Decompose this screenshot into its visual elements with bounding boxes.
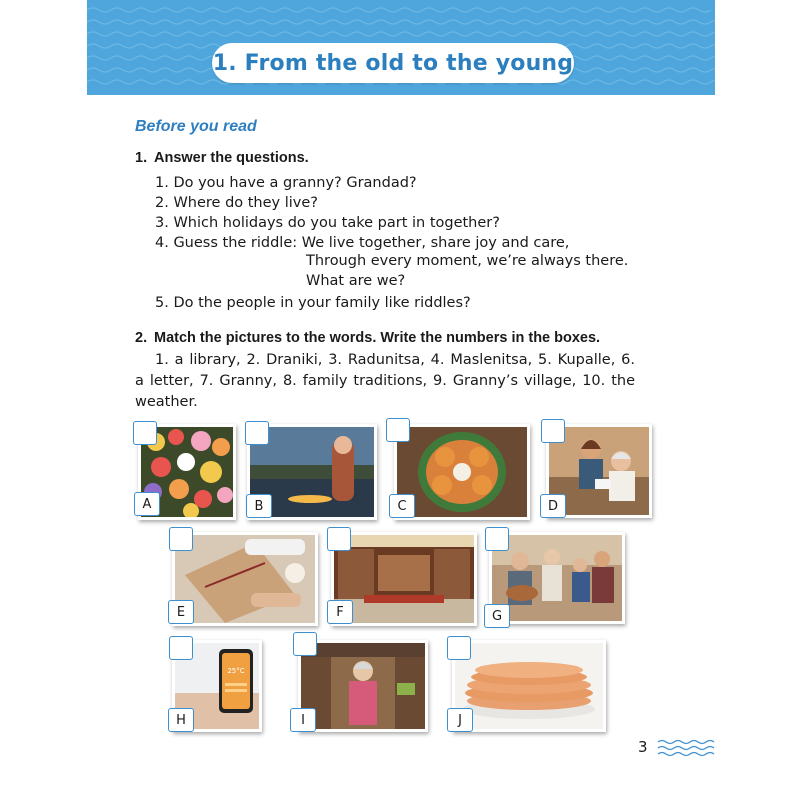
label-e: E — [168, 600, 194, 624]
label-c: C — [389, 494, 415, 518]
footer-wave-icon — [656, 737, 718, 759]
task1-instruction — [135, 150, 309, 166]
page-title: 1. From the old to the young — [212, 50, 574, 76]
task2-number: 2. — [135, 330, 148, 346]
answer-box-b[interactable] — [245, 421, 269, 445]
answer-box-i[interactable] — [293, 632, 317, 656]
word-list: 1. a library, 2. Draniki, 3. Radunitsa, 4. Maslenitsa, 5. Kupalle, 6. a letter, 7. Granny, 8. family traditions, 9. Granny’s village, 10. the weather. — [135, 352, 635, 410]
label-f: F — [327, 600, 353, 624]
answer-box-h[interactable] — [169, 636, 193, 660]
answer-box-c[interactable] — [386, 418, 410, 442]
page-number: 3 — [638, 738, 648, 756]
pancakes-photo — [452, 640, 606, 732]
label-h: H — [168, 708, 194, 732]
label-j: J — [447, 708, 473, 732]
task2-text: Match the pictures to the words. Write the numbers in the boxes. — [154, 330, 601, 346]
label-g: G — [484, 604, 510, 628]
riddle-line-1: Through every moment, we’re always there. — [306, 253, 629, 269]
question-2: 2. Where do they live? — [155, 195, 318, 211]
label-i: I — [290, 708, 316, 732]
label-d: D — [540, 494, 566, 518]
riddle-line-2: What are we? — [306, 273, 406, 289]
granny-village-photo — [298, 640, 428, 732]
answer-box-e[interactable] — [169, 527, 193, 551]
label-b: B — [246, 494, 272, 518]
task1-number: 1. — [135, 150, 148, 166]
section-heading: Before you read — [135, 118, 257, 135]
answer-box-g[interactable] — [485, 527, 509, 551]
question-1: 1. Do you have a granny? Grandad? — [155, 175, 417, 191]
answer-box-f[interactable] — [327, 527, 351, 551]
answer-box-a[interactable] — [133, 421, 157, 445]
question-3: 3. Which holidays do you take part in together? — [155, 215, 500, 231]
answer-box-d[interactable] — [541, 419, 565, 443]
task1-text: Answer the questions. — [154, 150, 309, 166]
question-5: 5. Do the people in your family like riddles? — [155, 295, 471, 311]
phone-temperature: 25°C — [227, 667, 245, 675]
question-4: 4. Guess the riddle: We live together, share joy and care, — [155, 235, 570, 251]
task2-instruction — [135, 330, 600, 346]
label-a: A — [134, 492, 160, 516]
title-pill — [212, 43, 574, 83]
answer-box-j[interactable] — [447, 636, 471, 660]
